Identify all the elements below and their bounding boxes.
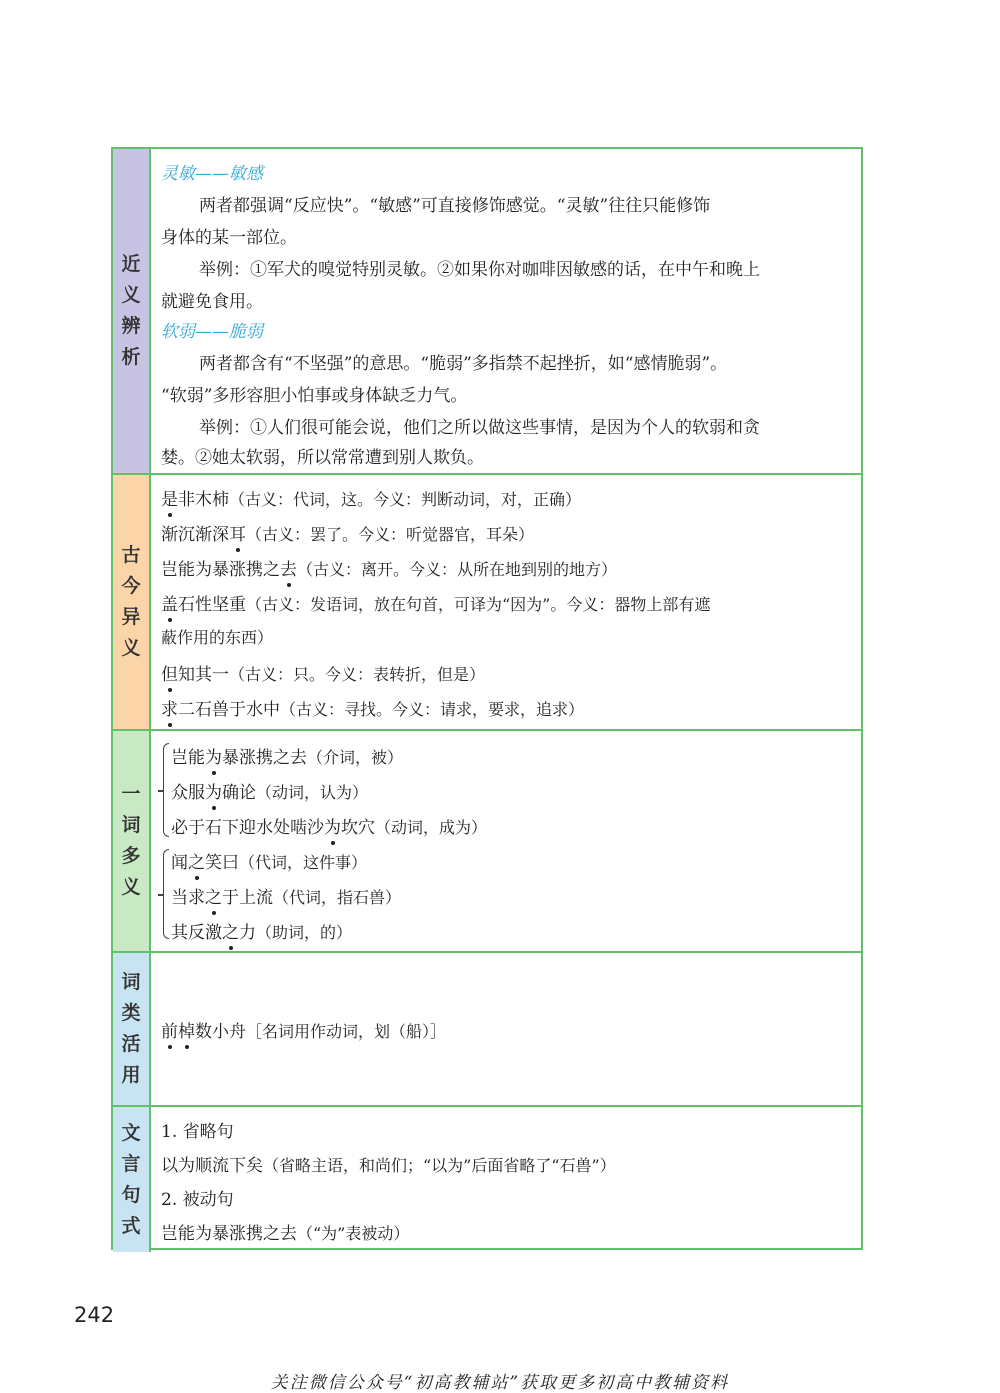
list-item: 必于石下迎水处啮沙为坎穴（动词，成为）: [171, 818, 488, 838]
list-item: 是非木柿（古义：代词，这。今义：判断动词，对，正确）: [161, 490, 582, 510]
example-text: 举例：①人们很可能会说，他们之所以做这些事情，是因为个人的软弱和贪: [199, 418, 760, 438]
list-item: 岂能为暴涨携之去（“为”表被动）: [161, 1224, 410, 1244]
section-polysemy: [113, 731, 861, 953]
explanation-text: 两者都含有“不坚强”的意思。“脆弱”多指禁不起挫折，如“感情脆弱”。: [199, 354, 728, 374]
list-item: 盖石性坚重（古义：发语词，放在句首，可译为“因为”。今义：器物上部有遮: [161, 595, 711, 615]
section-synonyms: [113, 149, 861, 475]
subheading: 2. 被动句: [161, 1190, 234, 1210]
synonym-pair-title: 软弱——脆弱: [161, 322, 263, 342]
list-item: 众服为确论（动词，认为）: [171, 783, 369, 803]
section-content: [151, 149, 861, 473]
explanation-text: “软弱”多形容胆小怕事或身体缺乏力气。: [161, 386, 468, 406]
explanation-text: 两者都强调“反应快”。“敏感”可直接修饰感觉。“灵敏”往往只能修饰: [199, 196, 711, 216]
section-content: [151, 475, 861, 729]
list-item: 以为顺流下矣（省略主语，和尚们；“以为”后面省略了“石兽”）: [161, 1156, 616, 1176]
page-number: 242: [74, 1303, 115, 1327]
example-text: 举例：①军犬的嗅觉特别灵敏。②如果你对咖啡因敏感的话，在中午和晚上: [199, 260, 760, 280]
vocabulary-table: [111, 147, 863, 1250]
brace-icon: [163, 743, 169, 837]
list-item: 闻之笑曰（代词，这件事）: [171, 853, 368, 873]
section-ancient-modern: [113, 475, 861, 731]
section-sentence-patterns: [113, 1107, 861, 1252]
brace-icon: [163, 849, 169, 939]
list-item: 其反激之力（助词，的）: [171, 923, 353, 943]
section-content: [151, 1107, 861, 1252]
list-item: 但知其一（古义：只。今义：表转折，但是）: [161, 665, 486, 685]
section-label: 古 今 异 义: [113, 475, 151, 729]
list-item: 渐沉渐深耳（古义：罢了。今义：听觉器官，耳朵）: [161, 525, 535, 545]
list-item: 前棹数小舟［名词用作动词，划（船）］: [161, 1022, 447, 1042]
section-label: 文 言 句 式: [113, 1107, 151, 1252]
footer-text: 关注微信公众号“初高教辅站”获取更多初高中教辅资料: [270, 1373, 730, 1393]
section-content: [151, 953, 861, 1105]
example-text: 婪。②她太软弱，所以常常遭到别人欺负。: [161, 448, 484, 468]
section-label: 词 类 活 用: [113, 953, 151, 1105]
subheading: 1. 省略句: [161, 1122, 234, 1142]
list-item: 蔽作用的东西）: [161, 628, 274, 647]
section-label: 一 词 多 义: [113, 731, 151, 951]
list-item: 岂能为暴涨携之去（古义：离开。今义：从所在地到别的地方）: [161, 560, 618, 580]
list-item: 当求之于上流（代词，指石兽）: [171, 888, 402, 908]
example-text: 就避免食用。: [161, 292, 263, 312]
section-word-class: [113, 953, 861, 1107]
synonym-pair-title: 灵敏——敏感: [161, 164, 263, 184]
section-label: 近 义 辨 析: [113, 149, 151, 473]
section-content: [151, 731, 861, 951]
explanation-text: 身体的某一部位。: [161, 228, 297, 248]
list-item: 岂能为暴涨携之去（介词，被）: [171, 748, 404, 768]
list-item: 求二石兽于水中（古义：寻找。今义：请求，要求，追求）: [161, 700, 585, 720]
